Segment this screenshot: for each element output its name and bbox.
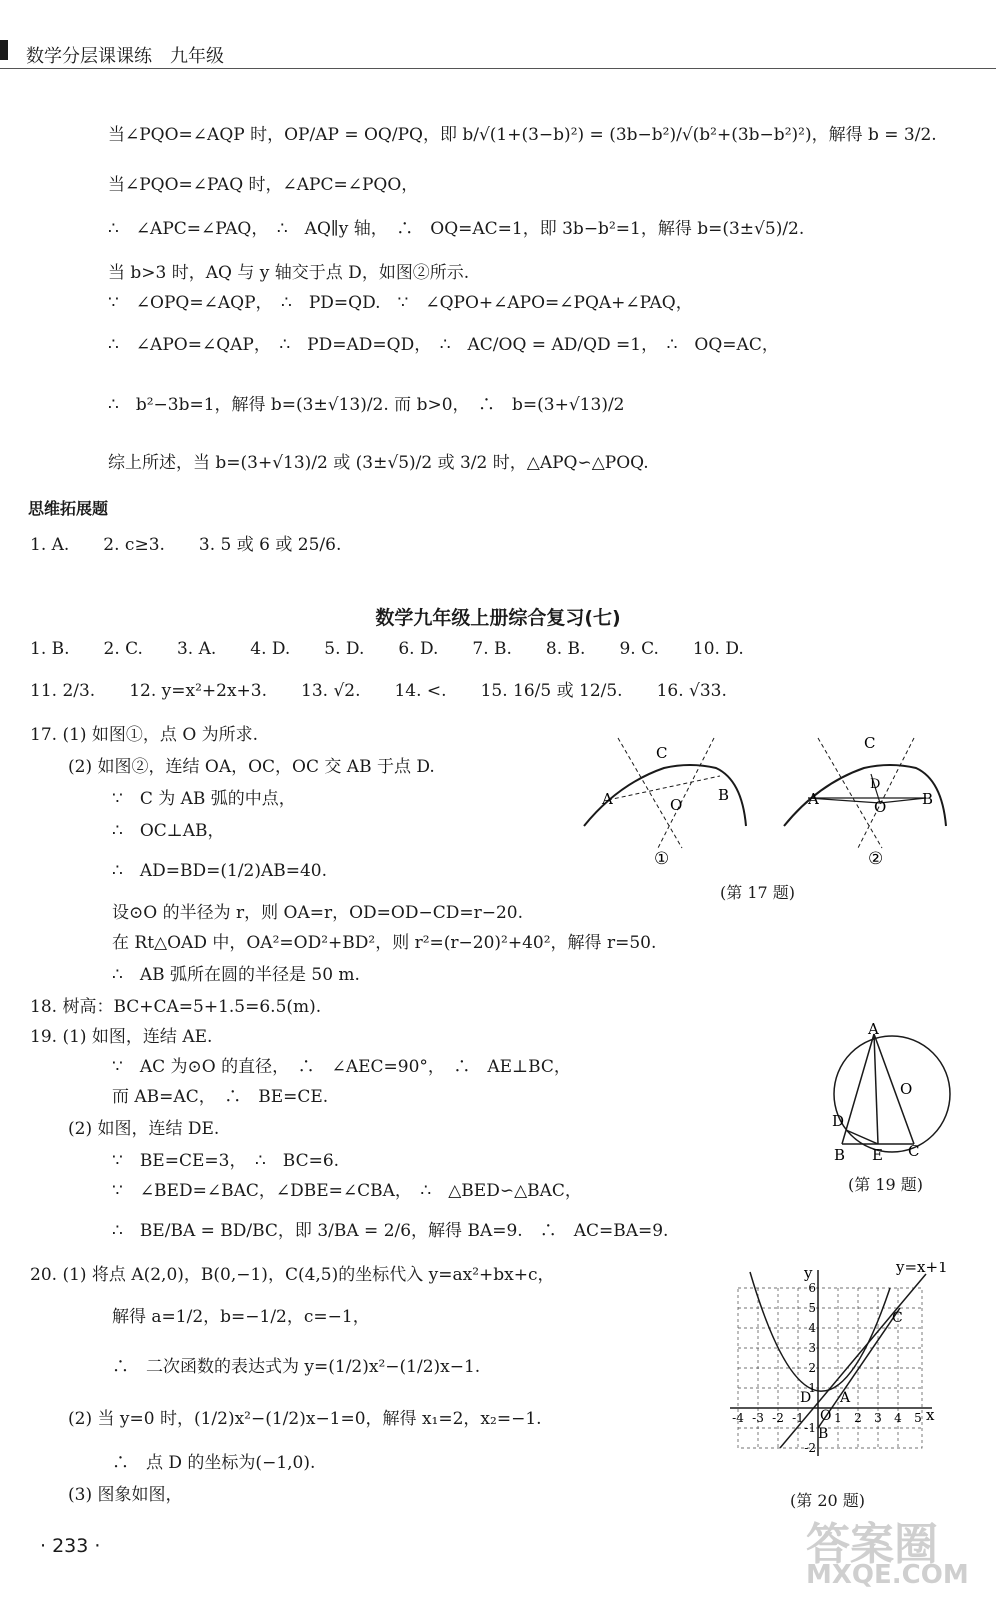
point-label: B <box>718 786 730 804</box>
y-tick: -2 <box>804 1441 816 1455</box>
x-tick: 2 <box>854 1411 862 1425</box>
text-line: ∵ ∠OPQ=∠AQP， ∴ PD=QD. ∵ ∠QPO+∠APO=∠PQA+∠PAQ， <box>108 293 693 313</box>
axis-label: y <box>804 1264 813 1282</box>
point-label: E <box>872 1146 883 1162</box>
point-label: D <box>800 1390 812 1406</box>
answer-row: 11. 2/3. 12. y=x²+2x+3. 13. √2. 14. <. 15. 16/5 或 12/5. 16. √33. <box>30 681 727 701</box>
figure-caption: (第 17 题) <box>720 883 796 902</box>
x-tick: -4 <box>732 1411 744 1425</box>
x-tick: 5 <box>914 1411 922 1425</box>
x-tick: 1 <box>834 1411 842 1425</box>
text-line: 当∠PQO=∠AQP 时，OP/AP = OQ/PQ，即 b/√(1+(3−b)²) = (3b−b²)/√(b²+(3b−b²)²)，解得 b = 3/2. <box>108 125 937 145</box>
point-label: O <box>670 796 683 814</box>
page-header <box>0 0 996 69</box>
point-label: C <box>908 1142 920 1160</box>
text-line: 当∠PQO=∠PAQ 时，∠APC=∠PQO， <box>108 175 419 195</box>
header-title: 数学分层课课练 九年级 <box>26 46 224 67</box>
header-bar-mark <box>0 40 8 60</box>
axis-label: x <box>926 1406 935 1424</box>
point-label: C <box>864 734 876 752</box>
figure-17 <box>578 728 958 878</box>
point-label: C <box>656 744 668 762</box>
point-label: A <box>840 1390 851 1406</box>
text-line: 17. (1) 如图①，点 O 为所求. <box>30 725 259 745</box>
text-line: ∴ BE/BA = BD/BC，即 3/BA = 2/6，解得 BA=9. ∴ AC=BA=9. <box>112 1221 669 1241</box>
x-tick: 3 <box>874 1411 882 1425</box>
figure-number: ② <box>868 849 884 869</box>
point-label: B <box>922 790 934 808</box>
text-line: ∵ AC 为⊙O 的直径， ∴ ∠AEC=90°， ∴ AE⊥BC， <box>112 1057 571 1077</box>
answer-row: 1. B. 2. C. 3. A. 4. D. 5. D. 6. D. 7. B. 8. B. 9. C. 10. D. <box>30 639 744 659</box>
text-line: ∵ BE=CE=3， ∴ BC=6. <box>112 1151 340 1171</box>
text-line: ∵ C 为 AB 弧的中点， <box>112 789 296 809</box>
text-line: 19. (1) 如图，连结 AE. <box>30 1027 213 1047</box>
text-line: ∴ ∠APO=∠QAP， ∴ PD=AD=QD， ∴ AC/OQ = AD/QD =1， ∴ OQ=AC， <box>108 335 779 355</box>
y-tick: -1 <box>804 1421 816 1435</box>
text-line: 在 Rt△OAD 中，OA²=OD²+BD²，则 r²=(r−20)²+40²，解得 r=50. <box>112 933 657 953</box>
text-line: ∴ AB 弧所在圆的半径是 50 m. <box>112 965 360 985</box>
y-tick: 5 <box>808 1301 816 1315</box>
text-line: ∴ 点 D 的坐标为(−1,0). <box>112 1453 316 1473</box>
watermark-url: MXQE.COM <box>806 1560 969 1590</box>
point-label: D <box>870 777 881 792</box>
text-line: 20. (1) 将点 A(2,0)，B(0,−1)，C(4,5)的坐标代入 y=ax²+bx+c， <box>30 1265 555 1285</box>
page-number: · 233 · <box>40 1535 101 1557</box>
text-line: (2) 当 y=0 时，(1/2)x²−(1/2)x−1=0，解得 x₁=2，x₂=−1. <box>68 1409 542 1429</box>
point-label: A <box>868 1022 879 1038</box>
text-line: ∴ 二次函数的表达式为 y=(1/2)x²−(1/2)x−1. <box>112 1357 481 1377</box>
figure-19 <box>822 1022 962 1162</box>
point-label: A <box>602 790 613 808</box>
text-line: (2) 如图，连结 DE. <box>68 1119 220 1139</box>
point-label: O <box>874 798 887 816</box>
text-line: ∵ ∠BED=∠BAC，∠DBE=∠CBA， ∴ △BED∽△BAC， <box>112 1181 582 1201</box>
point-label: B <box>818 1426 829 1442</box>
point-label: O <box>820 1408 832 1424</box>
point-label: B <box>834 1146 846 1162</box>
line-label: y=x+1 <box>896 1262 948 1276</box>
chapter-title: 数学九年级上册综合复习(七) <box>375 607 621 629</box>
text-line: (3) 图象如图， <box>68 1485 183 1505</box>
text-line: 综上所述，当 b=(3+√13)/2 或 (3±√5)/2 或 3/2 时，△APQ∽△POQ. <box>108 453 649 473</box>
text-line: 18. 树高：BC+CA=5+1.5=6.5(m). <box>30 997 322 1017</box>
figure-caption: (第 20 题) <box>790 1491 866 1510</box>
figure-number: ① <box>654 849 670 869</box>
text-line: 设⊙O 的半径为 r，则 OA=r，OD=OD−CD=r−20. <box>112 903 524 923</box>
section-heading: 思维拓展题 <box>28 499 109 518</box>
x-tick: -3 <box>752 1411 764 1425</box>
text-line: ∴ OC⊥AB， <box>112 821 225 841</box>
watermark-logo: 答案圈 <box>806 1519 938 1570</box>
text-line: ∴ b²−3b=1，解得 b=(3±√13)/2. 而 b>0， ∴ b=(3+√13)/2 <box>108 395 625 415</box>
y-tick: 3 <box>808 1341 816 1355</box>
text-line: ∴ AD=BD=(1/2)AB=40. <box>112 861 328 881</box>
figure-20 <box>720 1262 960 1482</box>
x-tick: -1 <box>792 1411 804 1425</box>
point-label: D <box>832 1112 845 1130</box>
text-line: 当 b>3 时，AQ 与 y 轴交于点 D，如图②所示. <box>108 263 470 283</box>
text-line: 解得 a=1/2，b=−1/2，c=−1， <box>112 1307 370 1327</box>
text-line: 而 AB=AC， ∴ BE=CE. <box>112 1087 329 1107</box>
point-label: C <box>892 1310 903 1326</box>
text-line: 1. A. 2. c≥3. 3. 5 或 6 或 25/6. <box>30 535 342 555</box>
y-tick: 2 <box>808 1361 816 1375</box>
figure-caption: (第 19 题) <box>848 1175 924 1194</box>
y-tick: 1 <box>808 1381 816 1395</box>
point-label: A <box>808 790 819 808</box>
y-tick: 6 <box>808 1281 816 1295</box>
text-line: ∴ ∠APC=∠PAQ， ∴ AQ∥y 轴， ∴ OQ=AC=1，即 3b−b²=1，解得 b=(3±√5)/2. <box>108 219 805 239</box>
y-tick: 4 <box>808 1321 816 1335</box>
point-label: O <box>900 1080 913 1098</box>
x-tick: -2 <box>772 1411 784 1425</box>
x-tick: 4 <box>894 1411 902 1425</box>
text-line: (2) 如图②，连结 OA，OC，OC 交 AB 于点 D. <box>68 757 435 777</box>
